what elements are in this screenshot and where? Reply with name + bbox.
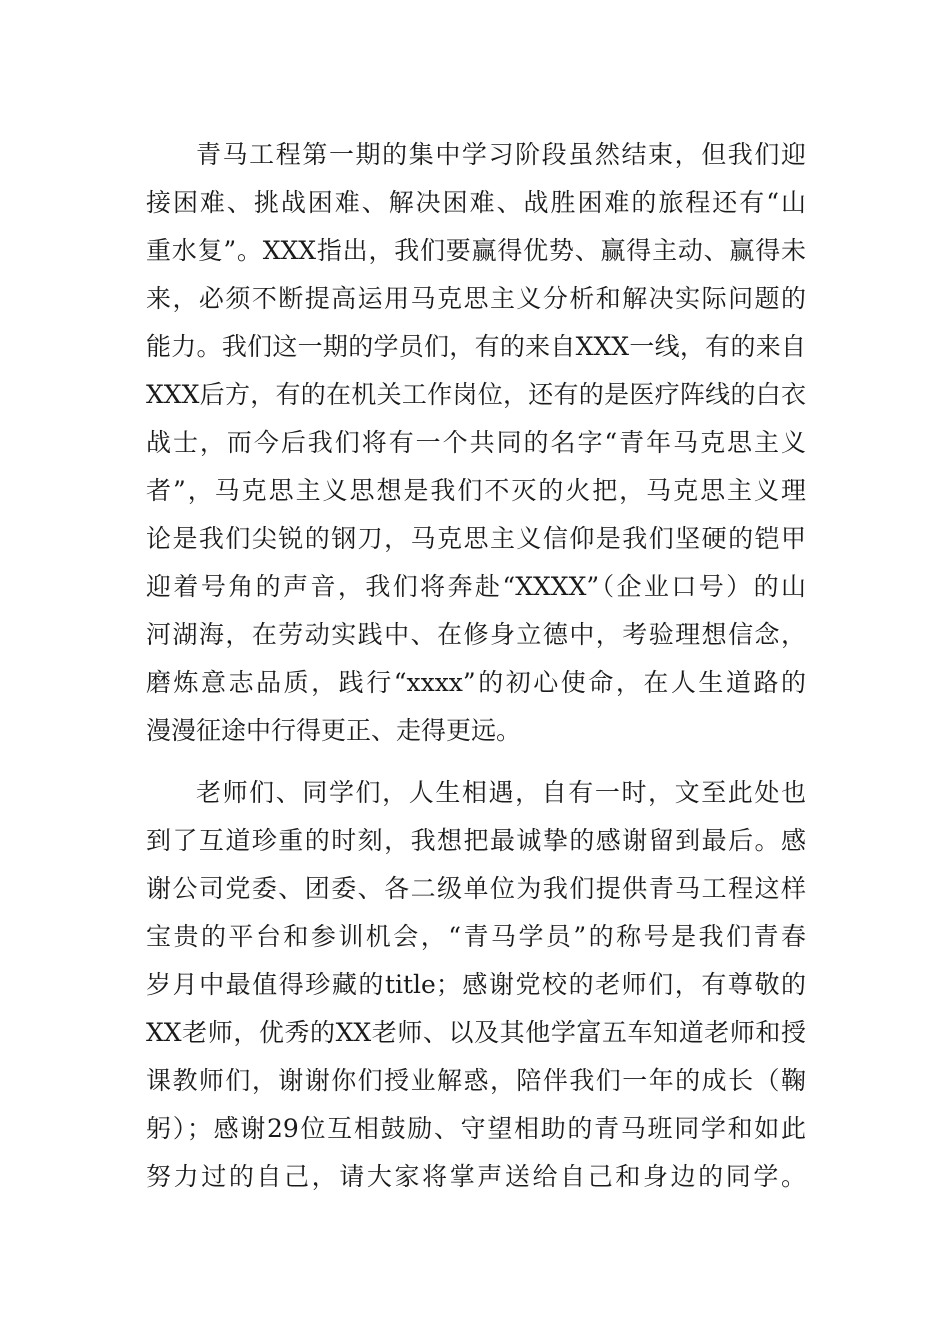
text-line: 躬）；感谢29位互相鼓励、守望相助的青马班同学和如此 <box>146 1114 806 1143</box>
text-line: XX老师，优秀的XX老师、以及其他学富五车知道老师和授 <box>146 1018 806 1047</box>
paragraph-2 <box>146 769 806 1201</box>
document-body <box>146 131 806 1201</box>
text-line: 课教师们，谢谢你们授业解惑，陪伴我们一年的成长（鞠 <box>146 1066 806 1095</box>
paragraph-1 <box>146 131 806 755</box>
text-line: 青马工程第一期的集中学习阶段虽然结束，但我们迎 <box>196 140 806 169</box>
text-line: 者”，马克思主义思想是我们不灭的火把，马克思主义理 <box>146 476 806 505</box>
text-line: 重水复”。XXX指出，我们要赢得优势、赢得主动、赢得未 <box>146 236 806 265</box>
text-line: 论是我们尖锐的钢刀，马克思主义信仰是我们坚硬的铠甲 <box>146 524 806 553</box>
text-line: 岁月中最值得珍藏的title；感谢党校的老师们，有尊敬的 <box>146 970 806 999</box>
text-line: 来，必须不断提高运用马克思主义分析和解决实际问题的 <box>146 284 806 313</box>
text-line: 接困难、挑战困难、解决困难、战胜困难的旅程还有“山 <box>146 188 806 217</box>
paragraph-spacer <box>146 755 806 769</box>
text-line: 能力。我们这一期的学员们，有的来自XXX一线，有的来自 <box>146 332 806 361</box>
text-line: 到了互道珍重的时刻，我想把最诚挚的感谢留到最后。感 <box>146 826 806 855</box>
text-line: 谢公司党委、团委、各二级单位为我们提供青马工程这样 <box>146 874 806 903</box>
text-line: 漫漫征途中行得更正、走得更远。 <box>146 716 522 745</box>
text-line: 迎着号角的声音，我们将奔赴“XXXX”（企业口号）的山 <box>146 572 806 601</box>
text-line: 宝贵的平台和参训机会，“青马学员”的称号是我们青春 <box>146 922 806 951</box>
text-line: 磨炼意志品质，践行“xxxx”的初心使命，在人生道路的 <box>146 668 806 697</box>
text-line: 战士，而今后我们将有一个共同的名字“青年马克思主义 <box>146 428 806 457</box>
text-line: 努力过的自己，请大家将掌声送给自己和身边的同学。 <box>146 1162 806 1191</box>
text-line: 河湖海，在劳动实践中、在修身立德中，考验理想信念， <box>146 620 806 649</box>
text-line: XXX后方，有的在机关工作岗位，还有的是医疗阵线的白衣 <box>146 380 806 409</box>
text-line: 老师们、同学们，人生相遇，自有一时，文至此处也 <box>196 778 806 807</box>
